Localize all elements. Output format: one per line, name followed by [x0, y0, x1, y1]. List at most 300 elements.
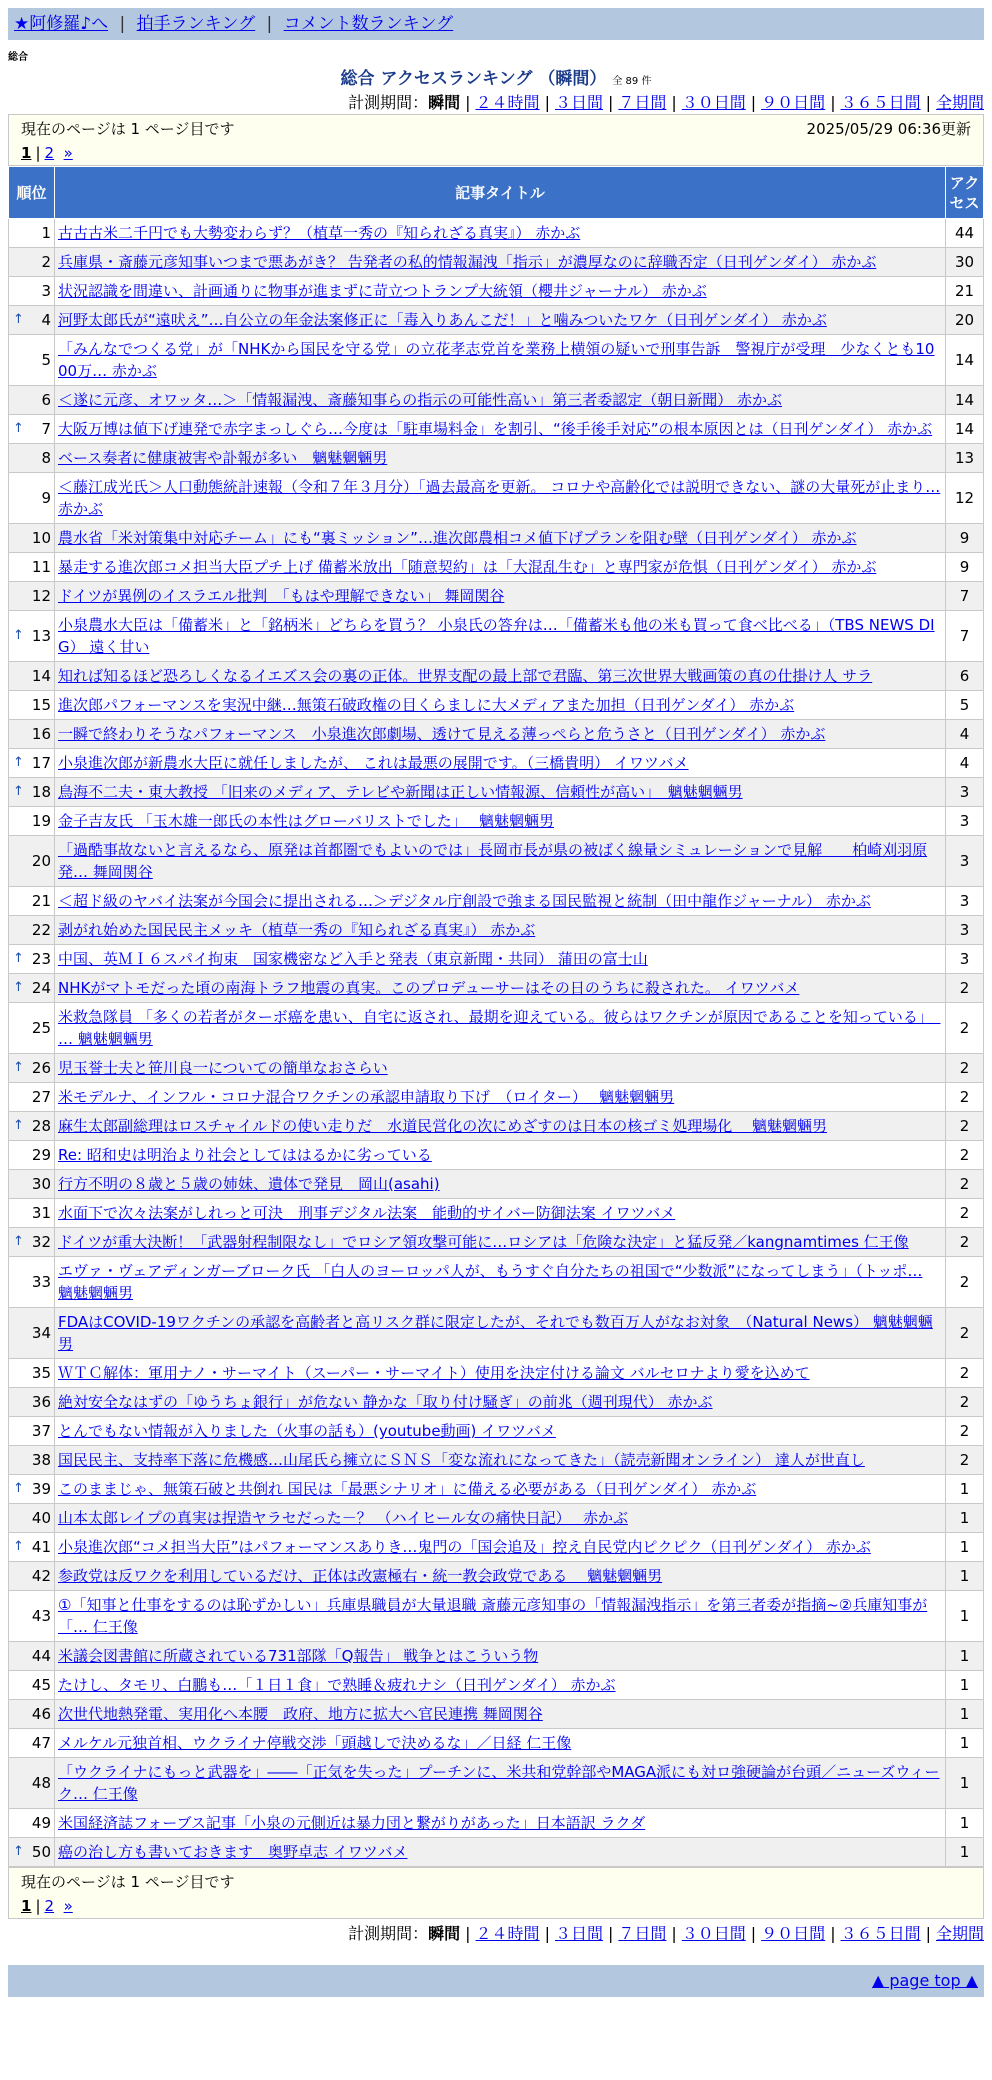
- title-cell: [55, 1838, 946, 1867]
- article-link[interactable]: NHKがマトモだった頃の南海トラフ地震の真実。このプロデューサーはその日のうちに殺された。 イワツバメ: [58, 979, 800, 997]
- table-row: [9, 749, 984, 778]
- rank-number: 41: [31, 1538, 51, 1556]
- title-cell: [55, 1359, 946, 1388]
- rank-number: 30: [31, 1175, 51, 1193]
- rank-cell: [9, 1308, 55, 1359]
- period-label: 計測期間：: [348, 93, 429, 112]
- rank-number: 21: [31, 892, 51, 910]
- article-link[interactable]: ＜超ド級のヤバイ法案が今国会に提出される…＞デジタル庁創設で強まる国民監視と統制（田中龍作ジャーナル） 赤かぶ: [58, 892, 871, 910]
- article-link[interactable]: 米モデルナ、インフル・コロナ混合ワクチンの承認申請取り下げ （ロイター） 魑魅魍魎男: [58, 1088, 675, 1106]
- access-count: 3: [946, 887, 984, 916]
- table-row: [9, 1054, 984, 1083]
- rank-cell: [9, 306, 55, 335]
- table-row: [9, 553, 984, 582]
- rank-cell: [9, 524, 55, 553]
- access-count: 2: [946, 1112, 984, 1141]
- title-cell: [55, 582, 946, 611]
- page-current: 1: [21, 1897, 32, 1915]
- article-link[interactable]: 「みんなでつくる党」が「NHKから国民を守る党」の立花孝志党首を業務上横領の疑いで刑事告訴 警視庁が受理 少なくとも1000万… 赤かぶ: [58, 340, 935, 380]
- access-count: 2: [946, 1003, 984, 1054]
- access-count: 2: [946, 1257, 984, 1308]
- access-count: 1: [946, 1504, 984, 1533]
- rank-number: 1: [41, 224, 51, 242]
- period-link[interactable]: ３日間: [554, 93, 603, 112]
- access-count: 2: [946, 1228, 984, 1257]
- access-count: 1: [946, 1729, 984, 1758]
- title-cell: [55, 1308, 946, 1359]
- access-count: 1: [946, 1533, 984, 1562]
- rank-number: 3: [41, 282, 51, 300]
- period-link[interactable]: 全期間: [935, 93, 984, 112]
- clap-ranking-link[interactable]: 拍手ランキング: [136, 14, 256, 34]
- access-count: 1: [946, 1475, 984, 1504]
- rank-number: 33: [31, 1273, 51, 1291]
- article-link[interactable]: 山本太郎レイプの真実は捏造ヤラセだった－？ （ハイヒール女の痛快日記） 赤かぶ: [58, 1509, 628, 1527]
- rank-number: 19: [31, 812, 51, 830]
- title-cell: [55, 1504, 946, 1533]
- article-link[interactable]: 行方不明の８歳と５歳の姉妹、遺体で発見 岡山(asahi): [58, 1175, 440, 1193]
- rank-number: 46: [31, 1705, 51, 1723]
- title-cell: [55, 335, 946, 386]
- period-link[interactable]: ３日間: [554, 1924, 603, 1943]
- home-link[interactable]: ★阿修羅♪へ: [14, 14, 109, 34]
- access-count: 30: [946, 248, 984, 277]
- table-row: [9, 473, 984, 524]
- title-cell: [55, 720, 946, 749]
- title-cell: [55, 444, 946, 473]
- article-link[interactable]: とんでもない情報が入りました（火事の話も）(youtube動画) イワツバメ: [58, 1422, 556, 1440]
- genre-label: 総合: [8, 52, 28, 63]
- rank-up-arrow-icon: ↑: [13, 951, 24, 966]
- article-link[interactable]: 金子吉友氏 「玉木雄一郎氏の本性はグローバリストでした」 魑魅魍魎男: [58, 812, 554, 830]
- table-row: [9, 974, 984, 1003]
- article-link[interactable]: Re: 昭和史は明治より社会としてははるかに劣っている: [58, 1146, 432, 1164]
- period-link[interactable]: ７日間: [618, 93, 667, 112]
- page-2-link[interactable]: 2: [44, 1897, 55, 1915]
- title-cell: [55, 1170, 946, 1199]
- article-link[interactable]: 小泉進次郎“コメ担当大臣”はパフォーマンスありき…鬼門の「国会追及」控え自民党内ピクピク（日刊ゲンダイ） 赤かぶ: [58, 1538, 871, 1556]
- access-count: 1: [946, 1591, 984, 1642]
- access-count: 3: [946, 807, 984, 836]
- title-cell: [55, 1083, 946, 1112]
- article-link[interactable]: 状況認識を間違い、計画通りに物事が進まずに苛立つトランプ大統領（櫻井ジャーナル） 赤かぶ: [58, 282, 707, 300]
- rank-cell: [9, 916, 55, 945]
- rank-cell: [9, 611, 55, 662]
- period-separator: |: [607, 1924, 614, 1943]
- access-count: 5: [946, 691, 984, 720]
- period-link[interactable]: ３６５日間: [840, 93, 921, 112]
- rank-cell: [9, 945, 55, 974]
- access-count: 2: [946, 1308, 984, 1359]
- rank-cell: [9, 553, 55, 582]
- next-page-link[interactable]: »: [63, 144, 73, 162]
- title-cell: [55, 1199, 946, 1228]
- title-cell: [55, 691, 946, 720]
- rank-cell: [9, 1562, 55, 1591]
- table-row: [9, 386, 984, 415]
- table-row: [9, 1591, 984, 1642]
- title-cell: [55, 306, 946, 335]
- rank-number: 42: [31, 1567, 51, 1585]
- access-count: 14: [946, 415, 984, 444]
- access-count: 7: [946, 582, 984, 611]
- period-link[interactable]: 全期間: [935, 1924, 984, 1943]
- access-count: 1: [946, 1838, 984, 1867]
- ranking-title-row: [8, 68, 984, 90]
- rank-up-arrow-icon: ↑: [13, 980, 24, 995]
- rank-cell: [9, 720, 55, 749]
- table-row: [9, 524, 984, 553]
- article-link[interactable]: 暴走する進次郎コメ担当大臣プチ上げ 備蓄米放出「随意契約」は「大混乱生む」と専門家が危惧（日刊ゲンダイ） 赤かぶ: [58, 558, 877, 576]
- article-link[interactable]: 古古古米二千円でも大勢変わらず？（植草一秀の『知られざる真実』） 赤かぶ: [58, 224, 581, 242]
- page-2-link[interactable]: 2: [44, 144, 55, 162]
- rank-number: 45: [31, 1676, 51, 1694]
- article-link[interactable]: 米議会図書館に所蔵されている731部隊「Q報告」 戦争とはこういう物: [58, 1647, 539, 1665]
- rank-number: 10: [31, 529, 51, 547]
- article-link[interactable]: 中国、英ＭＩ６スパイ拘束 国家機密など入手と発表（東京新聞・共同） 蒲田の富士山: [58, 950, 648, 968]
- rank-number: 18: [31, 783, 51, 801]
- access-count: 4: [946, 720, 984, 749]
- rank-number: 13: [31, 627, 51, 645]
- article-link[interactable]: 兵庫県・斎藤元彦知事いつまで悪あがき？ 告発者の私的情報漏洩「指示」が濃厚なのに辞職否定（日刊ゲンダイ） 赤かぶ: [58, 253, 877, 271]
- table-row: [9, 1504, 984, 1533]
- period-current: 瞬間: [428, 1924, 461, 1943]
- period-link[interactable]: ９０日間: [761, 1924, 826, 1943]
- table-row: [9, 1642, 984, 1671]
- article-link[interactable]: 児玉誉士夫と笹川良一についての簡単なおさらい: [58, 1059, 388, 1077]
- table-row: [9, 1446, 984, 1475]
- article-link[interactable]: FDAはCOVID-19ワクチンの承認を高齢者と高リスク群に限定したが、それでも数百万人がなお対象 （Natural News） 魑魅魍魎男: [58, 1313, 933, 1353]
- rank-number: 20: [31, 852, 51, 870]
- period-link[interactable]: ７日間: [618, 1924, 667, 1943]
- access-count: 2: [946, 1170, 984, 1199]
- article-link[interactable]: 米国経済誌フォーブス記事「小泉の元側近は暴力団と繋がりがあった」日本語訳 ラクダ: [58, 1814, 646, 1832]
- rank-cell: [9, 1591, 55, 1642]
- title-cell: [55, 1562, 946, 1591]
- next-page-link[interactable]: »: [63, 1897, 73, 1915]
- article-link[interactable]: ①「知事と仕事をするのは恥ずかしい」兵庫県職員が大量退職 斎藤元彦知事の「情報漏洩指示」を第三者委が指摘~②兵庫知事が「… 仁王像: [58, 1596, 928, 1636]
- access-count: 1: [946, 1642, 984, 1671]
- rank-cell: [9, 974, 55, 1003]
- period-link[interactable]: ２４時間: [475, 93, 540, 112]
- article-link[interactable]: 絶対安全なはずの「ゆうちょ銀行」が危ない 静かな「取り付け騒ぎ」の前兆（週刊現代） 赤かぶ: [58, 1393, 713, 1411]
- page-current: 1: [21, 144, 32, 162]
- article-link[interactable]: 農水省「米対策集中対応チーム」にも“裏ミッション”…進次郎農相コメ値下げプランを阻む壁（日刊ゲンダイ） 赤かぶ: [58, 529, 857, 547]
- table-row: [9, 807, 984, 836]
- article-link[interactable]: ＜藤江成光氏＞人口動態統計速報（令和７年３月分）「過去最高を更新。 コロナや高齢化では説明できない、謎の大量死が止まり… 赤かぶ: [58, 478, 941, 518]
- rank-cell: [9, 836, 55, 887]
- article-link[interactable]: 参政党は反ワクを利用しているだけ、正体は改憲極右・統一教会政党である 魑魅魍魎男: [58, 1567, 663, 1585]
- article-link[interactable]: 癌の治し方も書いておきます 奥野卓志 イワツバメ: [58, 1843, 408, 1861]
- title-cell: [55, 1671, 946, 1700]
- rank-cell: [9, 1729, 55, 1758]
- article-link[interactable]: 剥がれ始めた国民民主メッキ（植草一秀の『知られざる真実』） 赤かぶ: [58, 921, 536, 939]
- title-cell: [55, 662, 946, 691]
- table-row: [9, 219, 984, 248]
- table-row: [9, 1199, 984, 1228]
- title-cell: [55, 277, 946, 306]
- period-link[interactable]: ３０日間: [681, 93, 746, 112]
- rank-cell: [9, 219, 55, 248]
- rank-number: 2: [41, 253, 51, 271]
- pagination: [21, 1895, 971, 1917]
- title-cell: [55, 749, 946, 778]
- rank-up-arrow-icon: ↑: [13, 1844, 24, 1859]
- access-count: 3: [946, 778, 984, 807]
- table-row: [9, 691, 984, 720]
- table-row: [9, 1417, 984, 1446]
- period-separator: |: [465, 1924, 471, 1943]
- rank-number: 28: [31, 1117, 51, 1135]
- article-link[interactable]: 小泉進次郎が新農水大臣に就任しましたが、 これは最悪の展開です。（三橋貴明） イワツバメ: [58, 754, 689, 772]
- rank-cell: [9, 1758, 55, 1809]
- rank-up-arrow-icon: ↑: [13, 755, 24, 770]
- access-count: 2: [946, 1199, 984, 1228]
- article-link[interactable]: 大阪万博は値下げ連発で赤字まっしぐら…今度は「駐車場料金」を割引、“後手後手対応”の根本原因とは（日刊ゲンダイ） 赤かぶ: [58, 420, 933, 438]
- rank-number: 39: [31, 1480, 51, 1498]
- rank-number: 48: [31, 1774, 51, 1792]
- top-nav: [8, 8, 984, 40]
- updated-time: 2025/05/29 06:36更新: [806, 120, 971, 138]
- access-count: 9: [946, 553, 984, 582]
- article-link[interactable]: 知れば知るほど恐ろしくなるイエズス会の裏の正体。世界支配の最上部で君臨、第三次世界大戦画策の真の仕掛け人 サラ: [58, 667, 873, 685]
- rank-cell: [9, 1671, 55, 1700]
- title-cell: [55, 1533, 946, 1562]
- table-row: [9, 778, 984, 807]
- article-link[interactable]: 国民民主、支持率下落に危機感…山尾氏ら擁立にＳＮＳ「変な流れになってきた」（読売新聞オンライン） 達人が世直し: [58, 1451, 865, 1469]
- title-cell: [55, 1054, 946, 1083]
- period-separator: |: [544, 93, 550, 112]
- article-link[interactable]: エヴァ・ヴェアディンガーブローク氏 「白人のヨーロッパ人が、もうすぐ自分たちの祖国で“少数派”になってしまう」（トッポ… 魑魅魍魎男: [58, 1262, 923, 1302]
- title-cell: [55, 887, 946, 916]
- article-link[interactable]: 米救急隊員 「多くの若者がターボ癌を患い、自宅に返され、最期を迎えている。彼らはワクチンが原因であることを知っている」 … 魑魅魍魎男: [58, 1008, 941, 1048]
- table-row: [9, 1141, 984, 1170]
- title-cell: [55, 1729, 946, 1758]
- table-row: [9, 1170, 984, 1199]
- rank-number: 31: [31, 1204, 51, 1222]
- title-cell: [55, 1809, 946, 1838]
- article-link[interactable]: 一瞬で終わりそうなパフォーマンス 小泉進次郎劇場、透けて見える薄っぺらと危うさと（日刊ゲンダイ） 赤かぶ: [58, 725, 826, 743]
- access-count: 3: [946, 916, 984, 945]
- article-link[interactable]: このままじゃ、無策石破と共倒れ 国民は「最悪シナリオ」に備える必要がある（日刊ゲンダイ） 赤かぶ: [58, 1480, 757, 1498]
- title-cell: [55, 553, 946, 582]
- rank-number: 7: [41, 420, 51, 438]
- access-count: 44: [946, 219, 984, 248]
- title-cell: [55, 1228, 946, 1257]
- page-separator: |: [35, 144, 41, 162]
- table-row: [9, 1359, 984, 1388]
- period-selector-bottom: [8, 1923, 984, 1945]
- access-count: 2: [946, 1141, 984, 1170]
- access-count: 2: [946, 1083, 984, 1112]
- rank-cell: [9, 778, 55, 807]
- rank-up-arrow-icon: ↑: [13, 628, 24, 643]
- article-link[interactable]: ドイツが異例のイスラエル批判 「もはや理解できない」 舞岡関谷: [58, 587, 505, 605]
- current-page-text: 現在のページは 1 ページ目です: [21, 1873, 235, 1891]
- rank-cell: [9, 1475, 55, 1504]
- footer-bar: [8, 1965, 984, 1997]
- rank-cell: [9, 582, 55, 611]
- title-cell: [55, 415, 946, 444]
- access-count: 6: [946, 662, 984, 691]
- table-row: [9, 1388, 984, 1417]
- pagination: [21, 142, 971, 164]
- ranking-table: [8, 166, 984, 1867]
- table-row: [9, 1533, 984, 1562]
- table-row: [9, 306, 984, 335]
- access-count: 21: [946, 277, 984, 306]
- rank-cell: [9, 1112, 55, 1141]
- rank-cell: [9, 473, 55, 524]
- table-row: [9, 887, 984, 916]
- table-row: [9, 916, 984, 945]
- title-cell: [55, 1257, 946, 1308]
- title-cell: [55, 1112, 946, 1141]
- period-separator: |: [465, 93, 471, 112]
- rank-number: 32: [31, 1233, 51, 1251]
- table-row: [9, 1700, 984, 1729]
- title-cell: [55, 219, 946, 248]
- period-separator: |: [925, 93, 931, 112]
- rank-cell: [9, 444, 55, 473]
- period-separator: |: [750, 1924, 757, 1943]
- table-row: [9, 1308, 984, 1359]
- title-cell: [55, 807, 946, 836]
- rank-up-arrow-icon: ↑: [13, 312, 24, 327]
- title-cell: [55, 1388, 946, 1417]
- rank-number: 34: [31, 1324, 51, 1342]
- rank-number: 29: [31, 1146, 51, 1164]
- rank-cell: [9, 335, 55, 386]
- rank-cell: [9, 1141, 55, 1170]
- article-link[interactable]: 「ウクライナにもっと武器を」――「正気を失った」プーチンに、米共和党幹部やMAGA派にも対ロ強硬論が台頭／ニューズウィーク… 仁王像: [58, 1763, 940, 1803]
- article-link[interactable]: 水面下で次々法案がしれっと可決 刑事デジタル法案 能動的サイバー防御法案 イワツバメ: [58, 1204, 676, 1222]
- period-link[interactable]: ２４時間: [475, 1924, 540, 1943]
- table-row: [9, 582, 984, 611]
- article-link[interactable]: ＷＴＣ解体：軍用ナノ・サーマイト（スーパー・サーマイト）使用を決定付ける論文 バルセロナより愛を込めて: [58, 1364, 810, 1382]
- period-link[interactable]: ３６５日間: [840, 1924, 921, 1943]
- period-link[interactable]: ９０日間: [761, 93, 826, 112]
- article-link[interactable]: 麻生太郎副総理はロスチャイルドの使い走りだ 水道民営化の次にめざすのは日本の核ゴミ処理場化 魑魅魍魎男: [58, 1117, 828, 1135]
- title-cell: [55, 916, 946, 945]
- rank-number: 16: [31, 725, 51, 743]
- title-cell: [55, 778, 946, 807]
- nav-separator: |: [119, 14, 126, 34]
- ranking-table-body: [9, 219, 984, 1867]
- rank-number: 35: [31, 1364, 51, 1382]
- nav-separator: |: [266, 14, 273, 34]
- rank-cell: [9, 749, 55, 778]
- ranking-title: 総合 アクセスランキング （瞬間）: [340, 69, 607, 89]
- rank-number: 5: [41, 351, 51, 369]
- article-link[interactable]: 小泉農水大臣は「備蓄米」と「銘柄米」どちらを買う？ 小泉氏の答弁は…「備蓄米も他の米も買って食べ比べる」（TBS NEWS DIG） 遠く甘い: [58, 616, 935, 656]
- access-count: 14: [946, 386, 984, 415]
- table-row: [9, 1112, 984, 1141]
- article-link[interactable]: ＜遂に元彦、オワッタ…＞「情報漏洩、斎藤知事らの指示の可能性高い」第三者委認定（朝日新聞） 赤かぶ: [58, 391, 783, 409]
- article-link[interactable]: 次世代地熱発電、実用化へ本腰 政府、地方に拡大へ官民連携 舞岡関谷: [58, 1705, 543, 1723]
- period-separator: |: [607, 93, 614, 112]
- article-link[interactable]: 河野太郎氏が“遠吠え”…自公立の年金法案修正に「毒入りあんこだ！」と噛みついたワケ（日刊ゲンダイ） 赤かぶ: [58, 311, 827, 329]
- article-link[interactable]: メルケル元独首相、ウクライナ停戦交渉「頭越しで決めるな」／日経 仁王像: [58, 1734, 572, 1752]
- access-count: 12: [946, 473, 984, 524]
- rank-cell: [9, 662, 55, 691]
- rank-number: 4: [41, 311, 51, 329]
- rank-number: 23: [31, 950, 51, 968]
- rank-cell: [9, 1809, 55, 1838]
- page-top-link[interactable]: ▲ page top ▲: [871, 1971, 978, 1990]
- comment-ranking-link[interactable]: コメント数ランキング: [283, 14, 454, 34]
- rank-number: 36: [31, 1393, 51, 1411]
- title-cell: [55, 836, 946, 887]
- article-link[interactable]: たけし、タモリ、白鵬も…「１日１食」で熟睡＆疲れナシ（日刊ゲンダイ） 赤かぶ: [58, 1676, 616, 1694]
- rank-number: 37: [31, 1422, 51, 1440]
- rank-cell: [9, 1533, 55, 1562]
- title-cell: [55, 611, 946, 662]
- rank-cell: [9, 691, 55, 720]
- access-count: 9: [946, 524, 984, 553]
- article-link[interactable]: ベース奏者に健康被害や訃報が多い 魑魅魍魎男: [58, 449, 388, 467]
- title-cell: [55, 1141, 946, 1170]
- article-link[interactable]: 進次郎パフォーマンスを実況中継…無策石破政権の目くらましに大メディアまた加担（日刊ゲンダイ） 赤かぶ: [58, 696, 795, 714]
- period-separator: |: [671, 93, 677, 112]
- access-count: 1: [946, 1671, 984, 1700]
- access-count: 3: [946, 945, 984, 974]
- rank-number: 6: [41, 391, 51, 409]
- access-count: 1: [946, 1809, 984, 1838]
- title-cell: [55, 945, 946, 974]
- rank-number: 26: [31, 1059, 51, 1077]
- rank-number: 17: [31, 754, 51, 772]
- title-cell: [55, 248, 946, 277]
- title-cell: [55, 974, 946, 1003]
- header-access: アクセス: [946, 167, 984, 219]
- title-cell: [55, 1417, 946, 1446]
- access-count: 14: [946, 335, 984, 386]
- access-count: 7: [946, 611, 984, 662]
- rank-up-arrow-icon: ↑: [13, 1060, 24, 1075]
- access-count: 2: [946, 1054, 984, 1083]
- rank-cell: [9, 1446, 55, 1475]
- table-row: [9, 1729, 984, 1758]
- access-count: 3: [946, 836, 984, 887]
- article-link[interactable]: 「過酷事故ないと言えるなら、原発は首都圏でもよいのでは」長岡市長が県の被ばく線量シミュレーションで見解 柏崎刈羽原発… 舞岡関谷: [58, 841, 928, 881]
- article-link[interactable]: ドイツが重大決断！「武器射程制限なし」でロシア領攻撃可能に…ロシアは「危険な決定」と猛反発／kangnamtimes 仁王像: [58, 1233, 909, 1251]
- rank-number: 44: [31, 1647, 51, 1665]
- table-header-row: [9, 167, 984, 219]
- rank-number: 43: [31, 1607, 51, 1625]
- access-count: 13: [946, 444, 984, 473]
- period-link[interactable]: ３０日間: [681, 1924, 746, 1943]
- rank-cell: [9, 1359, 55, 1388]
- rank-number: 27: [31, 1088, 51, 1106]
- period-separator: |: [830, 1924, 836, 1943]
- title-cell: [55, 1446, 946, 1475]
- access-count: 2: [946, 1417, 984, 1446]
- rank-cell: [9, 1228, 55, 1257]
- table-row: [9, 662, 984, 691]
- table-row: [9, 335, 984, 386]
- rank-cell: [9, 1700, 55, 1729]
- period-selector-top: [8, 92, 984, 114]
- article-link[interactable]: 鳥海不二夫・東大教授 「旧来のメディア、テレビや新聞は正しい情報源、信頼性が高い」 魑魅魍魎男: [58, 783, 743, 801]
- rank-cell: [9, 1054, 55, 1083]
- page-info-bottom: [8, 1867, 984, 1919]
- rank-up-arrow-icon: ↑: [13, 1234, 24, 1249]
- table-row: [9, 1758, 984, 1809]
- period-current: 瞬間: [428, 93, 461, 112]
- title-cell: [55, 1642, 946, 1671]
- rank-cell: [9, 248, 55, 277]
